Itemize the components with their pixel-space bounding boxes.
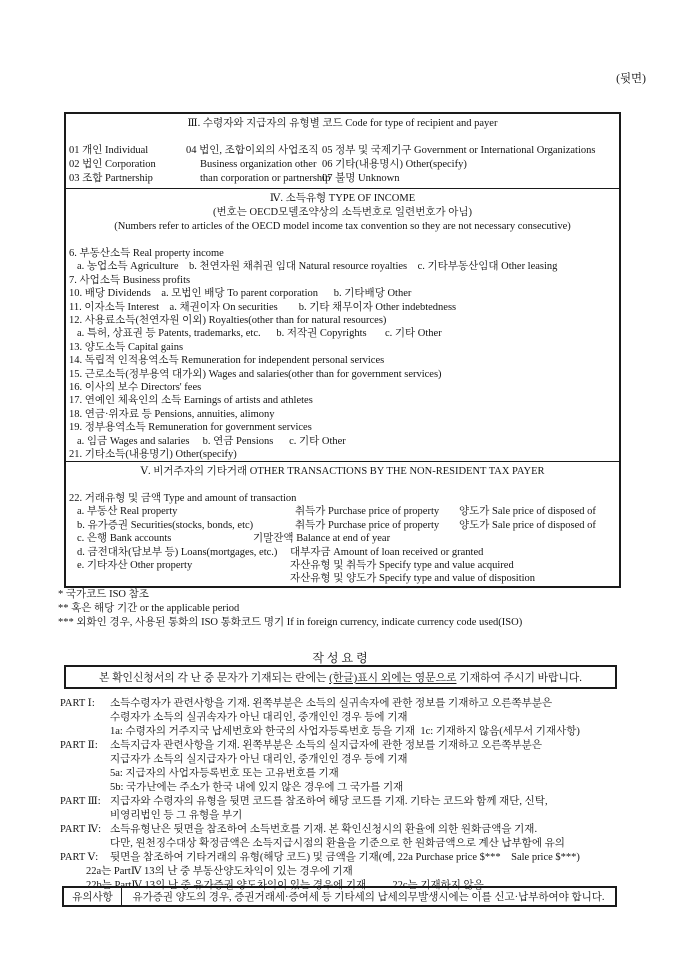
transaction-row [66,572,619,585]
code-cell: 04 법인, 조합이외의 사업조직 [186,145,319,156]
income-item: 12. 사용료소득(천연자원 이외) Royalties(other than for natural resources) [69,315,387,327]
code-cell: 06 기타(내용명시) Other(specify) [322,159,467,170]
income-item: 19. 정부용역소득 Remuneration for government services [69,422,312,434]
transaction-type: b. 유가증권 Securities(stocks, bonds, etc) [77,519,254,531]
transaction-field: 양도가 Sale price of disposed of [459,519,596,531]
transaction-field: 자산유형 및 취득가 Specify type and value acquired [290,560,514,572]
income-type-section [66,188,619,461]
part-line: 비영리법인 등 그 유형을 부기 [110,810,243,821]
language-notice-box [64,665,617,689]
transaction-row [66,559,619,572]
back-side-label: (뒷면) [616,73,646,85]
section4-title: Ⅳ. 소득유형 TYPE OF INCOME [269,193,416,204]
transaction-row [66,505,619,518]
footnotes [58,588,522,630]
income-item: 7. 사업소득 Business profits [69,274,191,286]
code-cell: 07 불명 Unknown [322,173,400,184]
income-item: 15. 근로소득(정부용역 대가외) Wages and salaries(other than for government services) [69,368,442,380]
transaction-field: 취득가 Purchase price of property [295,519,440,531]
part-instruction [60,739,666,795]
income-type-list [66,247,619,461]
code-cell: 01 개인 Individual [69,145,149,156]
section3-title: Ⅲ. 수령자와 지급자의 유형별 코드 Code for type of recipient and payer [187,118,498,129]
income-item: 16. 이사의 보수 Directors' fees [69,382,202,394]
transaction-field: 대부자금 Amount of loan received or granted [290,546,484,558]
transactions-intro: 22. 거래유형 및 금액 Type and amount of transaction [69,493,297,504]
footnote: ** 혹은 해당 기간 or the applicable period [58,603,240,614]
transaction-row [66,519,619,532]
section4-subtitle-ko: (번호는 OECD모델조약상의 소득번호로 일련번호가 아님) [212,207,473,218]
income-item: 17. 연예인 체육인의 소득 Earnings of artists and athletes [69,395,313,407]
transaction-type: a. 부동산 Real property [77,506,178,518]
transaction-field: 기말잔액 Balance at end of year [253,533,391,545]
income-item: 14. 독립적 인적용역소득 Remuneration for independent personal services [69,355,385,367]
caution-text: 유가증권 양도의 경우, 증권거래세·증여세 등 기타세의 납세의무발생시에는 이를 신고·납부하여야 합니다. [132,892,605,903]
income-item: 18. 연금·위자료 등 Pensions, annuities, alimony [69,408,275,420]
notice-text-suffix: 기재하여 주시기 바랍니다. [456,671,583,684]
part-line: 소득지급자 관련사항을 기재. 왼쪽부분은 소득의 실지급자에 관한 정보를 기재하고 오른쪽부분은 [110,740,542,751]
codes-and-types-box [64,112,621,588]
transaction-row [66,546,619,559]
transaction-field: 취득가 Purchase price of property [295,506,440,518]
income-item: 10. 배당 Dividends a. 모법인 배당 To parent corporation b. 기타배당 Other [69,288,412,300]
section4-subtitle-en: (Numbers refer to articles of the OECD model income tax convention so they are not necessary consecutive) [114,221,571,232]
section5-title: Ⅴ. 비거주자의 기타거래 OTHER TRANSACTIONS BY THE NON-RESIDENT TAX PAYER [140,466,545,477]
part-line: 뒷면을 참조하여 기타거래의 유형(해당 코드) 및 금액을 기재(예, 22a Purchase price $*** Sale price $***) [110,852,580,863]
code-cell: Business organization other [200,159,317,170]
part-line: 수령자가 소득의 실귀속자가 아닌 대리인, 중개인인 경우 등에 기재 [110,712,408,723]
income-item: 6. 부동산소득 Real property income [69,248,224,259]
caution-table [62,886,617,907]
notice-text-prefix: 본 확인신청서의 각 난 중 문자가 기재되는 란에는 [98,671,330,684]
transaction-type: c. 은행 Bank accounts [77,533,172,545]
caution-label: 유의사항 [64,888,122,905]
part-line: 소득유형난은 뒷면을 참조하여 소득번호를 기재. 본 확인신청시의 환율에 의한 원화금액을 기재. [110,824,538,835]
type-codes-table [66,144,619,186]
transaction-type [77,572,290,585]
footnote: * 국가코드 ISO 참조 [58,589,149,600]
part-line: 1a: 수령자의 거주지국 납세번호와 한국의 사업자등록번호 등을 기재 1c: 기재하지 않음(세무서 기재사항) [110,726,580,737]
part-line: 5a: 지급자의 사업자등록번호 또는 고유번호를 기재 [110,768,339,779]
transaction-type: e. 기타자산 Other property [77,560,193,572]
income-item: 11. 이자소득 Interest a. 채권이자 On securities b. 기타 채무이자 Other indebtedness [69,301,457,313]
part-label: PART Ⅳ: [60,824,102,835]
code-cell: 05 정부 및 국제기구 Government or International Organizations [322,145,596,156]
income-item: 21. 기타소득(내용명기) Other(specify) [69,449,237,461]
part-instruction [60,795,666,823]
part-instruction [60,823,666,851]
transaction-row [66,532,619,545]
part-line: 22b는 PartⅣ 13의 난 중 유가증권 양도차익이 있는 경우에 기재 22c는 기재하지 않음 [86,880,484,891]
income-item: a. 특허, 상표권 등 Patents, trademarks, etc. b. 저작권 Copyrights c. 기타 Other [77,328,442,340]
notice-text-underlined: (한글)표시 외에는 영문으로 [329,671,457,684]
footnote: *** 외화인 경우, 사용된 통화의 ISO 통화코드 명기 If in foreign currency, indicate currency code used(ISO) [58,617,523,628]
part-instruction [60,697,666,739]
type-codes-section [66,114,619,188]
transaction-type: d. 금전대차(담보부 등) Loans(mortgages, etc.) [77,546,278,558]
instructions-heading: 작 성 요 령 [312,651,368,665]
part-line: 5b: 국가난에는 주소가 한국 내에 있지 않은 경우에 그 국가를 기재 [110,782,404,793]
income-item: 13. 양도소득 Capital gains [69,341,184,353]
transaction-field: 양도가 Sale price of disposed of [459,506,596,518]
code-cell: 03 조합 Partnership [69,173,153,184]
transaction-field: 자산유형 및 양도가 Specify type and value of disposition [290,573,536,585]
transactions-section [66,461,619,586]
part-line: 지급자와 수령자의 유형을 뒷면 코드를 참조하여 해당 코드를 기재. 기타는 코드와 함께 재단, 신탁, [110,796,548,807]
part-line: 다만, 원천징수대상 확정금액은 소득지급시점의 환율을 기준으로 한 원화금액으로 계산 납부함에 유의 [110,838,565,849]
income-item: a. 농업소득 Agriculture b. 천연자원 채취권 임대 Natural resource royalties c. 기타부동산임대 Other leasing [77,261,558,273]
code-cell: than corporation or partnership [200,173,331,184]
part-label: PART Ⅲ: [60,796,101,807]
part-line: 소득수령자가 관련사항을 기재. 왼쪽부분은 소득의 실귀속자에 관한 정보를 기재하고 오른쪽부분은 [110,698,553,709]
part-label: PART Ⅱ: [60,740,98,751]
part-line: 지급자가 소득의 실지급자가 아닌 대리인, 중개인인 경우 등에 기재 [110,754,408,765]
part-label: PART Ⅰ: [60,698,95,709]
part-line: 22a는 PartⅣ 13의 난 중 부동산양도차익이 있는 경우에 기재 [86,866,353,877]
code-cell: 02 법인 Corporation [69,159,156,170]
part-label: PART Ⅴ: [60,852,99,863]
part-instructions [60,697,666,893]
income-item: a. 임금 Wages and salaries b. 연금 Pensions c. 기타 Other [77,435,346,447]
